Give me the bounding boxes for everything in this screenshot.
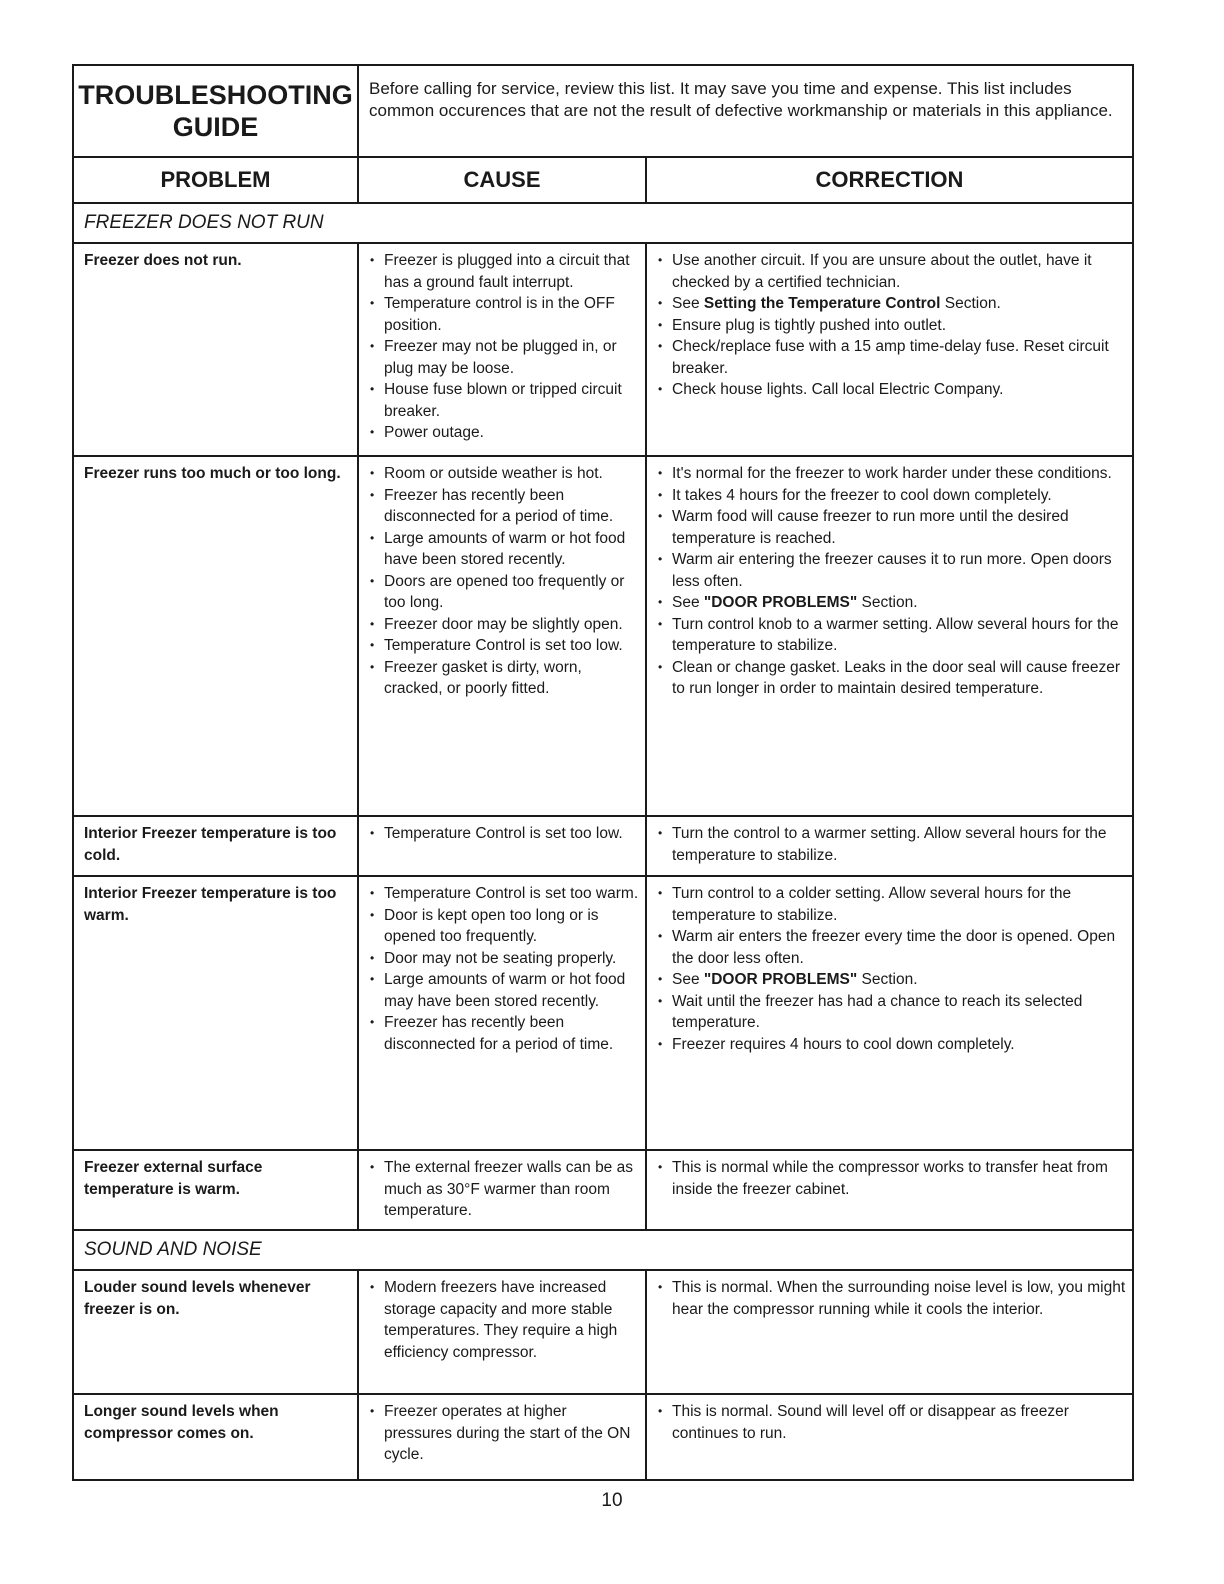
table-row: [74, 1395, 1132, 1479]
correction-list: [655, 883, 1126, 1055]
cause-list: [367, 823, 639, 845]
cause-item: • Temperature Control is set too warm.: [367, 883, 639, 905]
correction-item: [655, 823, 1126, 866]
table-row: [74, 817, 1132, 877]
problem-column-header: PROBLEM: [74, 158, 359, 202]
guide-title-line1: TROUBLESHOOTING: [78, 80, 353, 110]
correction-item: [655, 250, 1126, 293]
cause-item: • Temperature Control is set too low.: [367, 635, 639, 657]
cause-cell: [359, 1151, 647, 1229]
section-heading: SOUND AND NOISE: [74, 1231, 1132, 1271]
correction-item: [655, 506, 1126, 549]
table-row: [74, 1271, 1132, 1395]
guide-title: [74, 66, 359, 156]
correction-text-pre: Check/replace fuse with a 15 amp time-delay fuse. Reset circuit breaker.: [672, 338, 1109, 377]
cause-list: [367, 883, 639, 1055]
problem-cell: Freezer runs too much or too long.: [74, 457, 359, 815]
cause-item: • Large amounts of warm or hot food have been stored recently.: [367, 528, 639, 571]
cause-list: [367, 1157, 639, 1222]
cause-item: • Large amounts of warm or hot food may have been stored recently.: [367, 969, 639, 1012]
problem-cell: Interior Freezer temperature is too warm.: [74, 877, 359, 1149]
cause-cell: [359, 877, 647, 1149]
cause-item: • Door is kept open too long or is opened too frequently.: [367, 905, 639, 948]
correction-text-bold: "DOOR PROBLEMS": [703, 971, 858, 988]
correction-list: [655, 1277, 1126, 1320]
correction-text-bold: Setting the Temperature Control: [703, 295, 941, 312]
column-header-row: [74, 158, 1132, 204]
correction-item: [655, 657, 1126, 700]
problem-cell: Longer sound levels when compressor comes on.: [74, 1395, 359, 1479]
correction-text-post: Section.: [857, 594, 918, 611]
cause-list: [367, 1277, 639, 1363]
correction-item: [655, 336, 1126, 379]
correction-item: [655, 969, 1126, 991]
correction-cell: [647, 244, 1132, 455]
correction-text-bold: "DOOR PROBLEMS": [703, 594, 858, 611]
correction-text-pre: This is normal while the compressor works to transfer heat from inside the freezer cabinet.: [672, 1159, 1108, 1198]
correction-item: [655, 1401, 1126, 1444]
problem-cell: Freezer external surface temperature is warm.: [74, 1151, 359, 1229]
cause-cell: [359, 244, 647, 455]
correction-item: [655, 463, 1126, 485]
correction-item: [655, 592, 1126, 614]
cause-item: • Modern freezers have increased storage capacity and more stable temperatures. They require a high efficiency compressor.: [367, 1277, 639, 1363]
correction-list: [655, 1157, 1126, 1200]
correction-text-pre: Freezer requires 4 hours to cool down completely.: [672, 1035, 1015, 1053]
correction-item: [655, 485, 1126, 507]
title-row: [74, 66, 1132, 158]
cause-cell: [359, 817, 647, 875]
troubleshooting-guide-table: [72, 64, 1134, 1481]
cause-item: • Temperature control is in the OFF position.: [367, 293, 639, 336]
correction-column-header: CORRECTION: [815, 167, 964, 192]
correction-item: [655, 614, 1126, 657]
cause-item: • Freezer door may be slightly open.: [367, 614, 639, 636]
correction-item: [655, 1034, 1126, 1056]
correction-item: [655, 549, 1126, 592]
correction-text-pre: It's normal for the freezer to work harder under these conditions.: [672, 465, 1112, 482]
correction-item: [655, 883, 1126, 926]
correction-cell: [647, 877, 1132, 1149]
correction-list: [655, 1401, 1126, 1444]
cause-list: [367, 1401, 639, 1466]
correction-item: [655, 379, 1126, 401]
guide-intro: Before calling for service, review this list. It may save you time and expense. This list includes common occurences that are not the result of defective workmanship or materials in this appliance.: [369, 79, 1113, 120]
correction-cell: [647, 1271, 1132, 1393]
correction-text-pre: This is normal. When the surrounding noise level is low, you might hear the compressor running while it cools the interior.: [672, 1279, 1126, 1318]
cause-item: • Freezer is plugged into a circuit that has a ground fault interrupt.: [367, 250, 639, 293]
correction-text-pre: This is normal. Sound will level off or disappear as freezer continues to run.: [672, 1403, 1069, 1442]
cause-column-header: CAUSE: [359, 158, 647, 202]
cause-item: • Freezer has recently been disconnected for a period of time.: [367, 485, 639, 528]
correction-text-pre: Turn the control to a warmer setting. Allow several hours for the temperature to stabilize.: [672, 825, 1107, 864]
table-row: [74, 457, 1132, 817]
correction-text-pre: See: [672, 594, 704, 611]
cause-cell: [359, 457, 647, 815]
table-row: [74, 244, 1132, 457]
cause-item: • Freezer may not be plugged in, or plug may be loose.: [367, 336, 639, 379]
cause-list: [367, 250, 639, 444]
correction-text-pre: It takes 4 hours for the freezer to cool down completely.: [672, 486, 1052, 504]
correction-list: [655, 250, 1126, 401]
correction-text-pre: Turn control knob to a warmer setting. Allow several hours for the temperature to stabilize.: [672, 615, 1119, 654]
cause-item: • Freezer has recently been disconnected for a period of time.: [367, 1012, 639, 1055]
cause-item: • Power outage.: [367, 422, 639, 444]
correction-text-pre: Ensure plug is tightly pushed into outlet.: [672, 316, 947, 334]
correction-item: [655, 991, 1126, 1034]
correction-cell: [647, 1395, 1132, 1479]
correction-cell: [647, 817, 1132, 875]
correction-text-post: Section.: [940, 295, 1001, 312]
page-number: 10: [601, 1490, 623, 1511]
correction-text-pre: Warm air enters the freezer every time the door is opened. Open the door less often.: [672, 928, 1116, 967]
correction-text-pre: Clean or change gasket. Leaks in the door seal will cause freezer to run longer in order to maintain desired temperature.: [672, 658, 1121, 697]
cause-list: [367, 463, 639, 700]
cause-item: • Room or outside weather is hot.: [367, 463, 639, 485]
correction-text-pre: Check house lights. Call local Electric Company.: [672, 381, 1004, 398]
table-row: [74, 877, 1132, 1151]
problem-cell: Interior Freezer temperature is too cold.: [74, 817, 359, 875]
cause-item: • House fuse blown or tripped circuit breaker.: [367, 379, 639, 422]
cause-cell: [359, 1395, 647, 1479]
correction-text-pre: See: [672, 295, 704, 312]
guide-title-line2: GUIDE: [172, 112, 259, 142]
cause-item: • Freezer gasket is dirty, worn, cracked, or poorly fitted.: [367, 657, 639, 700]
section-heading: FREEZER DOES NOT RUN: [74, 204, 1132, 244]
correction-text-post: Section.: [857, 971, 918, 988]
cause-item: • Door may not be seating properly.: [367, 948, 639, 970]
correction-item: [655, 293, 1126, 315]
guide-body: [74, 204, 1132, 1479]
correction-text-pre: Warm food will cause freezer to run more until the desired temperature is reached.: [672, 508, 1069, 547]
correction-text-pre: Use another circuit. If you are unsure about the outlet, have it checked by a certified technician.: [672, 252, 1092, 291]
correction-item: [655, 1157, 1126, 1200]
cause-item: • The external freezer walls can be as much as 30°F warmer than room temperature.: [367, 1157, 639, 1222]
problem-cell: Louder sound levels whenever freezer is on.: [74, 1271, 359, 1393]
correction-text-pre: See: [672, 971, 704, 988]
correction-cell: [647, 457, 1132, 815]
cause-item: • Doors are opened too frequently or too long.: [367, 571, 639, 614]
correction-item: [655, 926, 1126, 969]
table-row: [74, 1151, 1132, 1231]
correction-text-pre: Turn control to a colder setting. Allow several hours for the temperature to stabilize.: [672, 885, 1072, 924]
problem-cell: Freezer does not run.: [74, 244, 359, 455]
correction-list: [655, 823, 1126, 866]
correction-list: [655, 463, 1126, 700]
cause-item: • Freezer operates at higher pressures during the start of the ON cycle.: [367, 1401, 639, 1466]
correction-text-pre: Warm air entering the freezer causes it to run more. Open doors less often.: [672, 551, 1112, 590]
correction-item: [655, 315, 1126, 337]
correction-item: [655, 1277, 1126, 1320]
correction-text-pre: Wait until the freezer has had a chance to reach its selected temperature.: [672, 992, 1083, 1031]
cause-cell: [359, 1271, 647, 1393]
cause-item: • Temperature Control is set too low.: [367, 823, 639, 845]
correction-cell: [647, 1151, 1132, 1229]
